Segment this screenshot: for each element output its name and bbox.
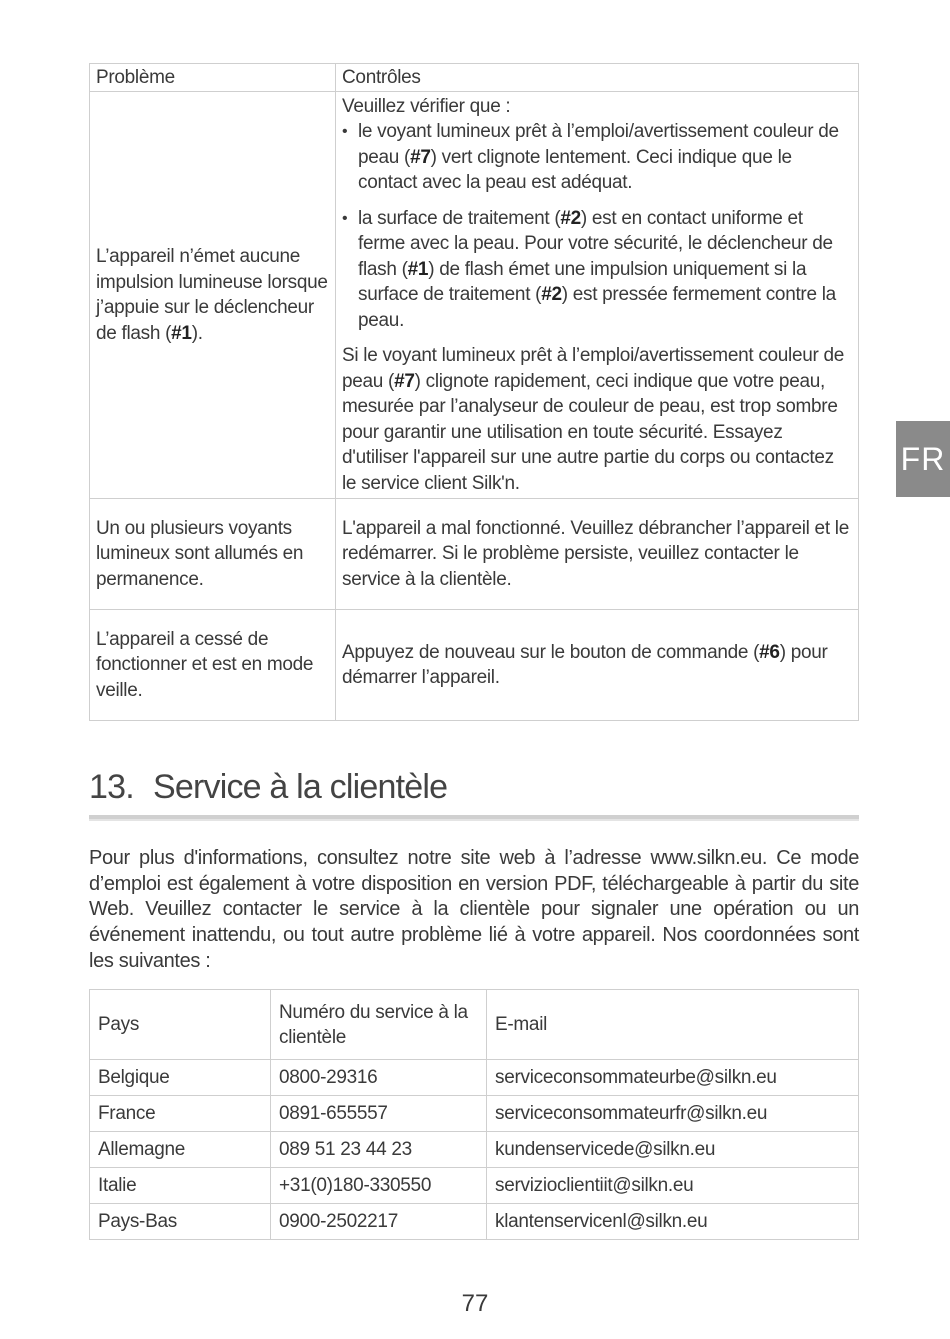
table-row [90, 1096, 859, 1132]
contacts-table [89, 989, 859, 1240]
phone-cell: 089 51 23 44 23 [271, 1132, 487, 1168]
checks-cell [336, 610, 859, 721]
contacts-header-row [90, 990, 859, 1060]
checks-list [342, 119, 852, 333]
checks-note [342, 343, 852, 496]
problem-cell: Un ou plusieurs voyants lumineux sont allumés en permanence. [90, 499, 336, 610]
checks-cell: L'appareil a mal fonctionné. Veuillez débrancher l’appareil et le redémarrer. Si le problème persiste, veuillez contacter le service à la clientèle. [336, 499, 859, 610]
ref-number: #6 [759, 641, 780, 663]
email-cell: klantenservicenl@silkn.eu [487, 1204, 859, 1240]
ref-number: #2 [541, 284, 562, 306]
section-intro: Pour plus d'informations, consultez notre site web à l’adresse www.silkn.eu. Ce mode d’emploi est également à votre disposition en version PDF, téléchargeable à partir du site Web. Veuillez contacter le service à la clientèle pour signaler une opération ou un événement inattendu, ou tout autre problème lié à votre appareil. Nos coordonnées sont les suivantes : [89, 847, 859, 972]
country-cell: Pays-Bas [90, 1204, 271, 1240]
note-text: Si le voyant lumineux prêt à l’emploi/avertissement couleur de peau ( [342, 345, 845, 392]
checks-cell [336, 92, 859, 499]
troubleshooting-header-row [90, 64, 859, 92]
email-cell: serviceconsommateurfr@silkn.eu [487, 1096, 859, 1132]
header-problem: Problème [90, 64, 336, 92]
check-text: ) pour démarrer l’appareil. [342, 641, 828, 688]
country-cell: Allemagne [90, 1132, 271, 1168]
check-text: Appuyez de nouveau sur le bouton de commande ( [342, 641, 760, 663]
ref-number: #2 [560, 207, 581, 229]
problem-cell: L’appareil a cessé de fonctionner et est en mode veille. [90, 610, 336, 721]
problem-text-end: ). [191, 322, 203, 344]
header-phone: Numéro du service à la clientèle [271, 990, 487, 1060]
phone-cell: 0800-29316 [271, 1060, 487, 1096]
ref-number: #7 [394, 370, 415, 392]
table-row [90, 610, 859, 721]
ref-number: #1 [171, 322, 192, 344]
table-row [90, 1168, 859, 1204]
header-email: E-mail [487, 990, 859, 1060]
page-number: 77 [461, 1290, 489, 1317]
country-cell: Italie [90, 1168, 271, 1204]
table-row [90, 1060, 859, 1096]
note-text: ) clignote rapidement, ceci indique que votre peau, mesurée par l’analyseur de couleur de peau, est trop sombre pour garantir une utilisation en toute sécurité. Essayez d'utiliser l'appareil sur une autre partie du corps ou contactez le service client Silk'n. [342, 370, 838, 494]
checks-intro: Veuillez vérifier que : [342, 95, 511, 117]
problem-cell [90, 92, 336, 499]
heading-divider [89, 815, 859, 821]
email-cell: serviceconsommateurbe@silkn.eu [487, 1060, 859, 1096]
language-tab: FR [896, 421, 950, 497]
email-cell: kundenservicede@silkn.eu [487, 1132, 859, 1168]
table-row [90, 1204, 859, 1240]
section-title: Service à la clientèle [153, 768, 448, 806]
ref-number: #1 [407, 258, 429, 280]
email-cell: servizioclientiit@silkn.eu [487, 1168, 859, 1204]
list-item [342, 206, 852, 334]
phone-cell: +31(0)180-330550 [271, 1168, 487, 1204]
list-item [342, 119, 852, 196]
bullet-text: ) est pressée fermement contre la peau. [358, 284, 836, 331]
problem-text: L’appareil n’émet aucune impulsion lumineuse lorsque j’appuie sur le déclencheur de flash ( [96, 246, 328, 344]
bullet-text: ) vert clignote lentement. Ceci indique que le contact avec la peau est adéquat. [358, 146, 792, 194]
phone-cell: 0891-655557 [271, 1096, 487, 1132]
troubleshooting-table [89, 63, 859, 721]
table-row [90, 1132, 859, 1168]
bullet-text: ) de flash émet une impulsion uniquement si la surface de traitement ( [358, 258, 807, 306]
ref-number: #7 [410, 146, 431, 168]
bullet-text: la surface de traitement ( [358, 207, 561, 229]
bullet-icon: • [342, 209, 348, 227]
bullet-icon: • [342, 123, 348, 141]
phone-cell: 0900-2502217 [271, 1204, 487, 1240]
country-cell: France [90, 1096, 271, 1132]
country-cell: Belgique [90, 1060, 271, 1096]
section-number: 13. [89, 768, 134, 806]
bullet-text: ) est en contact uniforme et ferme avec la peau. Pour votre sécurité, le déclencheur de flash ( [358, 207, 833, 280]
header-checks: Contrôles [336, 64, 859, 92]
header-country: Pays [90, 990, 271, 1060]
table-row [90, 92, 859, 499]
section-heading [89, 768, 859, 807]
table-row [90, 499, 859, 610]
bullet-text: le voyant lumineux prêt à l’emploi/avertissement couleur de peau ( [358, 121, 839, 168]
